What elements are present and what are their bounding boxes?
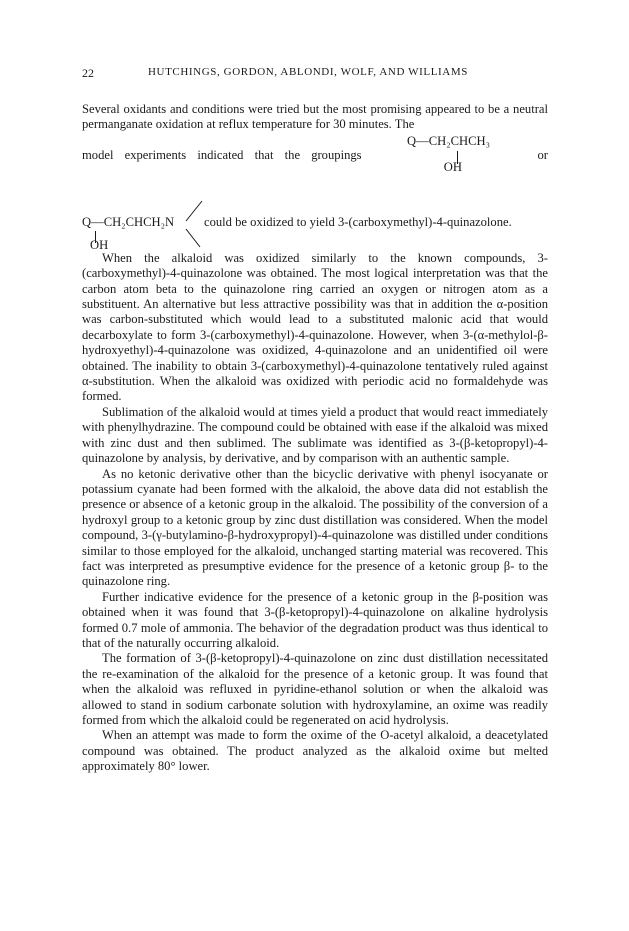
- running-title: HUTCHINGS, GORDON, ABLONDI, WOLF, AND WILLIAMS: [148, 66, 468, 78]
- paragraph-7: When an attempt was made to form the oxime of the O-acetyl alkaloid, a deacetylated compound was obtained. The product analyzed as the alkaloid oxime but melted approximately 80° lower.: [82, 728, 548, 774]
- amine-bond-lines: [182, 193, 206, 251]
- formula-intro-text: model experiments indicated that the groupings: [82, 147, 362, 162]
- formula-or-text: or: [537, 147, 548, 162]
- formula-hydroxypropyl: Q—CH₂CHCH₃: [407, 133, 490, 148]
- chemical-formula-block-2: [82, 193, 548, 251]
- paragraph-3: Sublimation of the alkaloid would at times yield a product that would react immediately with phenylhydrazine. The compound could be obtained with ease if the alkaloid was mixed with zinc dust and then sublimed. The sublimate was identified as 3-(β-ketopropyl)-4-quinazolone by analysis, by derivative, and by comparison with an authentic sample.: [82, 404, 548, 466]
- paragraph-2: When the alkaloid was oxidized similarly to the known compounds, 3-(carboxymethyl)-4-quinazolone was obtained. The most logical interpretation was that the carbon atom beta to the quinazolone ring carried an oxygen or nitrogen atom as a substituent. An alternative but less attractive possibility was that in addition the α-position was carbon-substituted which would lead to a substituted malonic acid that would decarboxylate to form 3-(carboxymethyl)-4-quinazolone. However, when 3-(α-methylol-β-hydroxyethyl)-4-quinazolone was oxidized, 4-quinazolone and an unidentified oil were obtained. The inability to obtain 3-(carboxymethyl)-4-quinazolone tentatively ruled against α-substitution. When the alkaloid was oxidized with periodic acid no formaldehyde was formed.: [82, 250, 548, 404]
- article-body: [82, 102, 548, 775]
- formula-hydroxyl: OH: [443, 159, 462, 174]
- formula-hydroxyl: OH: [90, 237, 109, 252]
- chemical-formula-block-1: [82, 133, 548, 193]
- paragraph-6: The formation of 3-(β-ketopropyl)-4-quinazolone on zinc dust distillation necessitated the re-examination of the alkaloid for the presence of a ketonic group. It was found that when the alkaloid was refluxed in pyridine-ethanol solution or when the alkaloid was allowed to stand in sodium carbonate solution with hydroxylamine, an oxime was readily formed from which the alkaloid could be regenerated on acid hydrolysis.: [82, 651, 548, 727]
- paragraph-1: Several oxidants and conditions were tried but the most promising appeared to be a neutral permanganate oxidation at reflux temperature for 30 minutes. The: [82, 102, 548, 132]
- formula-result-text: could be oxidized to yield 3-(carboxymethyl)-4-quinazolone.: [204, 214, 512, 229]
- paragraph-4: As no ketonic derivative other than the bicyclic derivative with phenyl isocyanate or potassium cyanate had been formed with the alkaloid, the above data did not establish the presence or absence of a ketonic group in the alkaloid. The possibility of the conversion of a hydroxyl group to a ketonic group by zinc dust distillation was considered. When the model compound, 3-(γ-butylamino-β-hydroxypropyl)-4-quinazolone was distilled under conditions similar to those employed for the alkaloid, unchanged starting material was recovered. This fact was interpreted as presumptive evidence for the presence of a ketonic group β- to the quinazolone ring.: [82, 466, 548, 589]
- paragraph-5: Further indicative evidence for the presence of a ketonic group in the β-position was obtained when it was found that 3-(β-ketopropyl)-4-quinazolone on alkaline hydrolysis formed 0.7 mole of ammonia. The behavior of the degradation product was thus identical to that of the naturally occurring alkaloid.: [82, 589, 548, 650]
- formula-aminopropyl: Q—CH₂CHCH₂N: [82, 214, 175, 229]
- page-number: 22: [82, 66, 94, 80]
